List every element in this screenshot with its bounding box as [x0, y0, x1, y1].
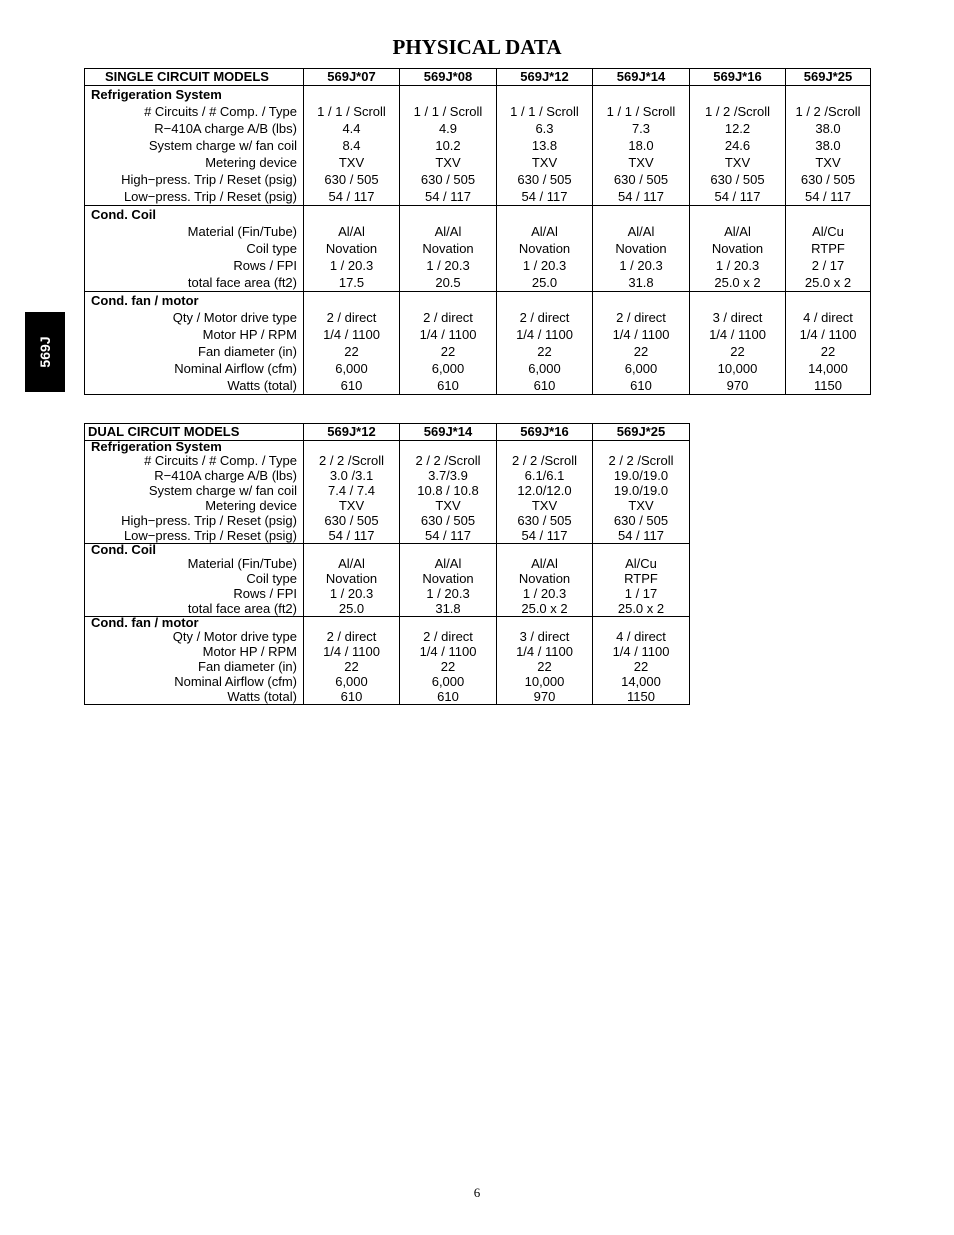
row-label: Motor HP / RPM: [85, 326, 304, 343]
value-cell: Novation: [304, 571, 400, 586]
table-row: [85, 343, 871, 360]
value-cell: 13.8: [497, 137, 593, 154]
table-row: [85, 188, 871, 206]
empty-cell: [304, 441, 400, 454]
model-header: 569J*12: [497, 69, 593, 86]
table-header-label: DUAL CIRCUIT MODELS: [85, 424, 304, 441]
row-label: Qty / Motor drive type: [85, 309, 304, 326]
empty-cell: [786, 292, 871, 310]
section-header-row: [85, 292, 871, 310]
value-cell: 54 / 117: [593, 528, 690, 544]
value-cell: 22: [400, 343, 497, 360]
table-row: [85, 171, 871, 188]
value-cell: 20.5: [400, 274, 497, 292]
table-row: [85, 498, 690, 513]
table-row: [85, 137, 871, 154]
section-title: Refrigeration System: [85, 86, 304, 104]
value-cell: 14,000: [786, 360, 871, 377]
row-label: Fan diameter (in): [85, 659, 304, 674]
value-cell: 22: [786, 343, 871, 360]
empty-cell: [497, 441, 593, 454]
value-cell: 6,000: [304, 674, 400, 689]
empty-cell: [497, 544, 593, 557]
value-cell: 22: [593, 343, 690, 360]
value-cell: 25.0 x 2: [690, 274, 786, 292]
value-cell: 24.6: [690, 137, 786, 154]
value-cell: 1/4 / 1100: [497, 644, 593, 659]
value-cell: 610: [400, 689, 497, 705]
value-cell: Al/Al: [497, 223, 593, 240]
value-cell: 3 / direct: [497, 629, 593, 644]
value-cell: 25.0 x 2: [497, 601, 593, 617]
value-cell: 4.9: [400, 120, 497, 137]
table-row: [85, 556, 690, 571]
row-label: total face area (ft2): [85, 274, 304, 292]
row-label: Watts (total): [85, 377, 304, 395]
row-label: Qty / Motor drive type: [85, 629, 304, 644]
value-cell: TXV: [497, 498, 593, 513]
value-cell: 3 / direct: [690, 309, 786, 326]
value-cell: TXV: [593, 498, 690, 513]
value-cell: 1 / 20.3: [497, 257, 593, 274]
value-cell: 1150: [593, 689, 690, 705]
empty-cell: [400, 441, 497, 454]
value-cell: 970: [690, 377, 786, 395]
value-cell: 610: [593, 377, 690, 395]
value-cell: 1 / 2 /Scroll: [786, 103, 871, 120]
row-label: Metering device: [85, 498, 304, 513]
empty-cell: [690, 86, 786, 104]
value-cell: TXV: [304, 498, 400, 513]
value-cell: Al/Al: [400, 556, 497, 571]
value-cell: 2 / direct: [304, 309, 400, 326]
value-cell: 4 / direct: [593, 629, 690, 644]
model-header: 569J*07: [304, 69, 400, 86]
empty-cell: [400, 86, 497, 104]
value-cell: Novation: [593, 240, 690, 257]
value-cell: 1 / 2 /Scroll: [690, 103, 786, 120]
value-cell: 3.7/3.9: [400, 468, 497, 483]
value-cell: 54 / 117: [786, 188, 871, 206]
value-cell: 630 / 505: [497, 513, 593, 528]
value-cell: 1 / 1 / Scroll: [497, 103, 593, 120]
value-cell: 2 / 17: [786, 257, 871, 274]
value-cell: 630 / 505: [400, 171, 497, 188]
row-label: Coil type: [85, 571, 304, 586]
value-cell: 1/4 / 1100: [400, 644, 497, 659]
value-cell: 10.2: [400, 137, 497, 154]
table-row: [85, 528, 690, 544]
table-row: [85, 644, 690, 659]
table-row: [85, 309, 871, 326]
empty-cell: [593, 441, 690, 454]
value-cell: TXV: [593, 154, 690, 171]
table-row: [85, 240, 871, 257]
value-cell: 610: [304, 377, 400, 395]
empty-cell: [400, 617, 497, 630]
value-cell: Novation: [497, 240, 593, 257]
empty-cell: [497, 206, 593, 224]
value-cell: 610: [497, 377, 593, 395]
value-cell: 54 / 117: [593, 188, 690, 206]
value-cell: TXV: [497, 154, 593, 171]
value-cell: 630 / 505: [304, 513, 400, 528]
table-row: [85, 586, 690, 601]
section-title: Cond. Coil: [85, 544, 304, 557]
value-cell: 22: [690, 343, 786, 360]
value-cell: 25.0 x 2: [593, 601, 690, 617]
value-cell: 19.0/19.0: [593, 483, 690, 498]
empty-cell: [304, 544, 400, 557]
value-cell: 1 / 1 / Scroll: [400, 103, 497, 120]
table-row: [85, 377, 871, 395]
table-header: [85, 69, 871, 86]
value-cell: 54 / 117: [497, 528, 593, 544]
value-cell: 22: [497, 343, 593, 360]
table-row: [85, 513, 690, 528]
value-cell: Al/Cu: [593, 556, 690, 571]
value-cell: 7.3: [593, 120, 690, 137]
section-title: Cond. Coil: [85, 206, 304, 224]
table-header: [85, 424, 690, 441]
value-cell: 25.0: [497, 274, 593, 292]
empty-cell: [304, 617, 400, 630]
value-cell: 630 / 505: [593, 513, 690, 528]
table-row: [85, 326, 871, 343]
empty-cell: [690, 206, 786, 224]
value-cell: 19.0/19.0: [593, 468, 690, 483]
row-label: Nominal Airflow (cfm): [85, 360, 304, 377]
section-title: Refrigeration System: [85, 441, 304, 454]
row-label: Low−press. Trip / Reset (psig): [85, 528, 304, 544]
value-cell: TXV: [400, 498, 497, 513]
section-header-row: [85, 544, 690, 557]
value-cell: 1 / 17: [593, 586, 690, 601]
empty-cell: [400, 292, 497, 310]
value-cell: 630 / 505: [400, 513, 497, 528]
value-cell: 54 / 117: [497, 188, 593, 206]
table-header-label: SINGLE CIRCUIT MODELS: [85, 69, 304, 86]
side-tab: [25, 312, 65, 392]
table-row: [85, 659, 690, 674]
empty-cell: [593, 544, 690, 557]
table-row: [85, 274, 871, 292]
header-row: [85, 424, 690, 441]
model-header: 569J*16: [497, 424, 593, 441]
table-row: [85, 103, 871, 120]
row-label: # Circuits / # Comp. / Type: [85, 103, 304, 120]
value-cell: RTPF: [593, 571, 690, 586]
table-body: [85, 86, 871, 395]
row-label: Material (Fin/Tube): [85, 223, 304, 240]
value-cell: TXV: [786, 154, 871, 171]
empty-cell: [304, 86, 400, 104]
model-header: 569J*08: [400, 69, 497, 86]
value-cell: Novation: [497, 571, 593, 586]
value-cell: 2 / direct: [593, 309, 690, 326]
row-label: High−press. Trip / Reset (psig): [85, 171, 304, 188]
value-cell: 6,000: [400, 674, 497, 689]
value-cell: 2 / direct: [400, 309, 497, 326]
row-label: Fan diameter (in): [85, 343, 304, 360]
value-cell: 2 / 2 /Scroll: [400, 453, 497, 468]
value-cell: 1/4 / 1100: [400, 326, 497, 343]
value-cell: 31.8: [400, 601, 497, 617]
value-cell: 610: [400, 377, 497, 395]
single-circuit-table: [84, 68, 871, 395]
value-cell: 38.0: [786, 137, 871, 154]
empty-cell: [400, 206, 497, 224]
value-cell: 1/4 / 1100: [497, 326, 593, 343]
table-row: [85, 453, 690, 468]
value-cell: 2 / 2 /Scroll: [497, 453, 593, 468]
value-cell: 12.0/12.0: [497, 483, 593, 498]
empty-cell: [497, 86, 593, 104]
row-label: System charge w/ fan coil: [85, 483, 304, 498]
value-cell: 6,000: [400, 360, 497, 377]
table-row: [85, 154, 871, 171]
value-cell: 2 / direct: [304, 629, 400, 644]
empty-cell: [497, 617, 593, 630]
value-cell: 630 / 505: [593, 171, 690, 188]
value-cell: Al/Cu: [786, 223, 871, 240]
side-tab-label: 569J: [37, 336, 53, 368]
value-cell: 1/4 / 1100: [593, 644, 690, 659]
section-title: Cond. fan / motor: [85, 617, 304, 630]
empty-cell: [593, 292, 690, 310]
value-cell: Al/Al: [497, 556, 593, 571]
value-cell: 8.4: [304, 137, 400, 154]
value-cell: 22: [400, 659, 497, 674]
page-number: 6: [473, 1185, 481, 1200]
empty-cell: [304, 292, 400, 310]
value-cell: 54 / 117: [304, 188, 400, 206]
table-row: [85, 120, 871, 137]
header-row: [85, 69, 871, 86]
table-row: [85, 629, 690, 644]
value-cell: 610: [304, 689, 400, 705]
section-header-row: [85, 86, 871, 104]
row-label: Coil type: [85, 240, 304, 257]
row-label: Rows / FPI: [85, 586, 304, 601]
value-cell: Novation: [304, 240, 400, 257]
row-label: # Circuits / # Comp. / Type: [85, 453, 304, 468]
model-header: 569J*25: [593, 424, 690, 441]
section-title: Cond. fan / motor: [85, 292, 304, 310]
table-row: [85, 571, 690, 586]
model-header: 569J*14: [593, 69, 690, 86]
row-label: Low−press. Trip / Reset (psig): [85, 188, 304, 206]
value-cell: 1 / 20.3: [593, 257, 690, 274]
empty-cell: [786, 206, 871, 224]
value-cell: 10,000: [690, 360, 786, 377]
value-cell: Novation: [400, 571, 497, 586]
value-cell: 1/4 / 1100: [690, 326, 786, 343]
table-row: [85, 483, 690, 498]
table-row: [85, 223, 871, 240]
value-cell: 630 / 505: [786, 171, 871, 188]
value-cell: 22: [593, 659, 690, 674]
value-cell: 630 / 505: [690, 171, 786, 188]
empty-cell: [400, 544, 497, 557]
value-cell: 14,000: [593, 674, 690, 689]
empty-cell: [593, 206, 690, 224]
value-cell: 2 / 2 /Scroll: [593, 453, 690, 468]
empty-cell: [690, 292, 786, 310]
table-row: [85, 468, 690, 483]
value-cell: 1 / 20.3: [400, 586, 497, 601]
row-label: Metering device: [85, 154, 304, 171]
table-row: [85, 674, 690, 689]
empty-cell: [786, 86, 871, 104]
value-cell: Novation: [690, 240, 786, 257]
value-cell: 17.5: [304, 274, 400, 292]
table-row: [85, 689, 690, 705]
value-cell: 54 / 117: [304, 528, 400, 544]
model-header: 569J*14: [400, 424, 497, 441]
row-label: total face area (ft2): [85, 601, 304, 617]
row-label: System charge w/ fan coil: [85, 137, 304, 154]
value-cell: Al/Al: [593, 223, 690, 240]
value-cell: 18.0: [593, 137, 690, 154]
value-cell: RTPF: [786, 240, 871, 257]
value-cell: 25.0: [304, 601, 400, 617]
dual-circuit-table: [84, 423, 690, 705]
value-cell: 6.3: [497, 120, 593, 137]
value-cell: 31.8: [593, 274, 690, 292]
value-cell: TXV: [690, 154, 786, 171]
value-cell: 1 / 20.3: [400, 257, 497, 274]
value-cell: TXV: [400, 154, 497, 171]
value-cell: 1/4 / 1100: [304, 326, 400, 343]
section-header-row: [85, 441, 690, 454]
value-cell: 1 / 20.3: [497, 586, 593, 601]
value-cell: Al/Al: [400, 223, 497, 240]
value-cell: 1 / 20.3: [690, 257, 786, 274]
row-label: Watts (total): [85, 689, 304, 705]
value-cell: 22: [304, 659, 400, 674]
value-cell: Novation: [400, 240, 497, 257]
model-header: 569J*16: [690, 69, 786, 86]
value-cell: 1 / 20.3: [304, 257, 400, 274]
value-cell: 54 / 117: [400, 188, 497, 206]
value-cell: 1 / 20.3: [304, 586, 400, 601]
value-cell: 22: [304, 343, 400, 360]
value-cell: 1 / 1 / Scroll: [304, 103, 400, 120]
value-cell: 6,000: [593, 360, 690, 377]
value-cell: 1150: [786, 377, 871, 395]
value-cell: 1/4 / 1100: [786, 326, 871, 343]
value-cell: 3.0 /3.1: [304, 468, 400, 483]
value-cell: Al/Al: [690, 223, 786, 240]
value-cell: 630 / 505: [497, 171, 593, 188]
row-label: High−press. Trip / Reset (psig): [85, 513, 304, 528]
value-cell: 630 / 505: [304, 171, 400, 188]
row-label: Nominal Airflow (cfm): [85, 674, 304, 689]
value-cell: 970: [497, 689, 593, 705]
value-cell: 6,000: [304, 360, 400, 377]
model-header: 569J*25: [786, 69, 871, 86]
value-cell: 10,000: [497, 674, 593, 689]
row-label: R−410A charge A/B (lbs): [85, 468, 304, 483]
value-cell: 2 / 2 /Scroll: [304, 453, 400, 468]
value-cell: 54 / 117: [400, 528, 497, 544]
section-header-row: [85, 206, 871, 224]
value-cell: 54 / 117: [690, 188, 786, 206]
row-label: Rows / FPI: [85, 257, 304, 274]
table-row: [85, 360, 871, 377]
value-cell: Al/Al: [304, 223, 400, 240]
section-header-row: [85, 617, 690, 630]
empty-cell: [593, 86, 690, 104]
table-row: [85, 257, 871, 274]
value-cell: 10.8 / 10.8: [400, 483, 497, 498]
page-title: PHYSICAL DATA: [392, 35, 562, 59]
value-cell: 4.4: [304, 120, 400, 137]
value-cell: 1 / 1 / Scroll: [593, 103, 690, 120]
value-cell: 2 / direct: [497, 309, 593, 326]
value-cell: 22: [497, 659, 593, 674]
value-cell: 4 / direct: [786, 309, 871, 326]
model-header: 569J*12: [304, 424, 400, 441]
value-cell: 12.2: [690, 120, 786, 137]
table-body: [85, 441, 690, 705]
value-cell: 38.0: [786, 120, 871, 137]
empty-cell: [593, 617, 690, 630]
value-cell: 25.0 x 2: [786, 274, 871, 292]
empty-cell: [304, 206, 400, 224]
value-cell: TXV: [304, 154, 400, 171]
value-cell: 6,000: [497, 360, 593, 377]
row-label: Material (Fin/Tube): [85, 556, 304, 571]
value-cell: 6.1/6.1: [497, 468, 593, 483]
row-label: Motor HP / RPM: [85, 644, 304, 659]
value-cell: 2 / direct: [400, 629, 497, 644]
value-cell: 7.4 / 7.4: [304, 483, 400, 498]
value-cell: 1/4 / 1100: [304, 644, 400, 659]
value-cell: Al/Al: [304, 556, 400, 571]
value-cell: 1/4 / 1100: [593, 326, 690, 343]
empty-cell: [497, 292, 593, 310]
row-label: R−410A charge A/B (lbs): [85, 120, 304, 137]
